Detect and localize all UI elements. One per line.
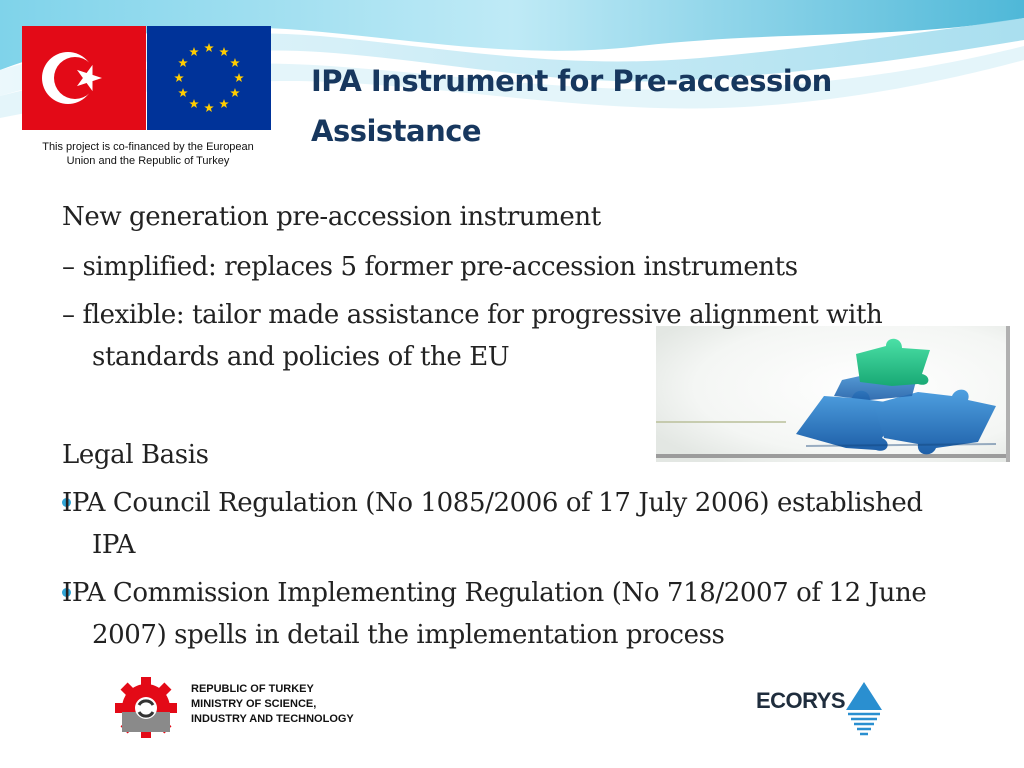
ministry-line2: MINISTRY OF SCIENCE, xyxy=(191,698,317,710)
intro-line: New generation pre-accession instrument xyxy=(62,202,601,232)
point-simplified: – simplified: replaces 5 former pre-accession instruments xyxy=(62,252,798,282)
point-flexible: – flexible: tailor made assistance for progressive alignment with standards and policies of the EU xyxy=(62,300,883,372)
ministry-line1: REPUBLIC OF TURKEY xyxy=(191,683,314,695)
title-line2: Assistance xyxy=(311,114,482,148)
bullet-council-regulation: IPA Council Regulation (No 1085/2006 of 17 July 2006) established IPA xyxy=(62,488,923,560)
ecorys-wordmark: ECORYS xyxy=(756,688,846,713)
title-line1: IPA Instrument for Pre-accession xyxy=(311,64,832,98)
eu-flag xyxy=(147,26,271,130)
ministry-line3: INDUSTRY AND TECHNOLOGY xyxy=(191,713,354,725)
cofinanced-note xyxy=(20,140,276,168)
bullet-commission-regulation: IPA Commission Implementing Regulation (No 718/2007 of 12 June 2007) spells in detail the implementation process xyxy=(62,578,927,650)
legal-basis-heading: Legal Basis xyxy=(62,440,209,470)
turkey-flag xyxy=(22,26,146,130)
cofinanced-line2: Union and the Republic of Turkey xyxy=(66,155,230,167)
ministry-name xyxy=(191,682,354,727)
ecorys-logo xyxy=(844,680,884,740)
cofinanced-line1: This project is co-financed by the European xyxy=(42,141,254,153)
ministry-gear-logo xyxy=(106,676,186,738)
slide-title xyxy=(311,56,971,156)
